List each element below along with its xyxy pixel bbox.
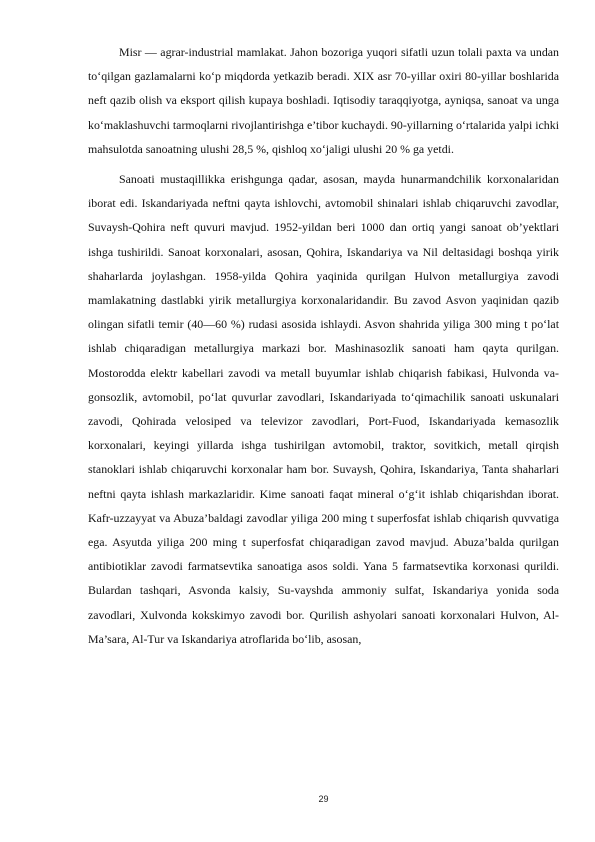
paragraph-sanoati: Sanoati mustaqillikka erishgunga qadar, asosan, mayda hunarmandchilik korxonalaridan iborat edi. Iskandariyada neftni qayta ishlovchi, avtomobil shinalari ishlab chiqaruvchi zavodlar, Suvaysh-Qohira neft quvuri mavjud. 1952-yildan beri 1000 dan ortiq yangi sanoat ob’yektlari ishga tushirildi. Sanoat korxonalari, asosan, Qohira, Iskandariya va Nil deltasidagi boshqa yirik shaharlarda joylashgan. 1958-yilda Qohira yaqinida qurilgan Hulvon metallurgiya zavodi mamlakatning dastlabki yirik metallurgiya korxonalaridandir. Bu zavod Asvon yaqinidan qazib olingan sifatli temir (40—60 %) rudasi asosida ishlaydi. Asvon shahrida yiliga 300 ming t po‘lat ishlab chiqaradigan metallurgiya markazi bor. Mashinasozlik sanoati ham qayta qurilgan. Mostorodda elektr kabellari zavodi va metall buyumlar ishlab chiqarish fabikasi, Hulvonda va-gonsozlik, avtomobil, po‘lat quvurlar zavodlari, Iskandariyada to‘qimachilik sanoati uskunalari zavodi, Qohirada velosiped va televizor zavodlari, Port-Fuod, Iskandariyada kemasozlik korxonalari, keyingi yillarda ishga tushirilgan avtomobil, traktor, sovitkich, metall qirqish stanoklari ishlab chiqaruvchi korxonalar ham bor. Suvaysh, Qohira, Iskandariya, Tanta shaharlari neftni qayta ishlash markazlaridir. Kime sanoati faqat mineral o‘g‘it ishlab chiqarishdan iborat. Kafr-uzzayyat va Abuza’baldagi zavodlar yiliga 200 ming t superfosfat ishlab chiqarish quvvatiga ega. Asyutda yiliga 200 ming t superfosfat chiqaradigan zavod mavjud. Abuza’balda qurilgan antibiotiklar zavodi farmatsevtika sanoatiga asos soldi. Yana 5 farmatsevtika korxonasi qurildi. Bulardan tashqari, Asvonda kalsiy, Su-vayshda ammoniy sulfat, Iskandariya yonida soda zavodlari, Xulvonda kokskimyo zavodi bor. Qurilish ashyolari sanoati korxonalari Hulvon, Al-Ma’sara, Al-Tur va Iskandariya atroflarida bo‘lib, asosan,	[88, 172, 559, 646]
paragraph-agrar-industrial: Misr — agrar-industrial mamlakat. Jahon bozoriga yuqori sifatli uzun tolali paxta va undan to‘qilgan gazlamalarni ko‘p miqdorda yetkazib beradi. XIX asr 70-yillar oxiri 80-yillar boshlarida neft qazib olish va eksport qilish kupaya boshladi. Iqtisodiy taraqqiyotga, ayniqsa, sanoat va unga ko‘maklashuvchi tarmoqlarni rivojlantirishga e’tibor kuchaydi. 90-yillarning o‘rtalarida yalpi ichki mahsulotda sanoatning ulushi 28,5 %, qishloq xo‘jaligi ulushi 20 % ga yetdi.	[88, 45, 559, 156]
page-number: 29	[318, 794, 329, 804]
document-page	[88, 40, 559, 820]
